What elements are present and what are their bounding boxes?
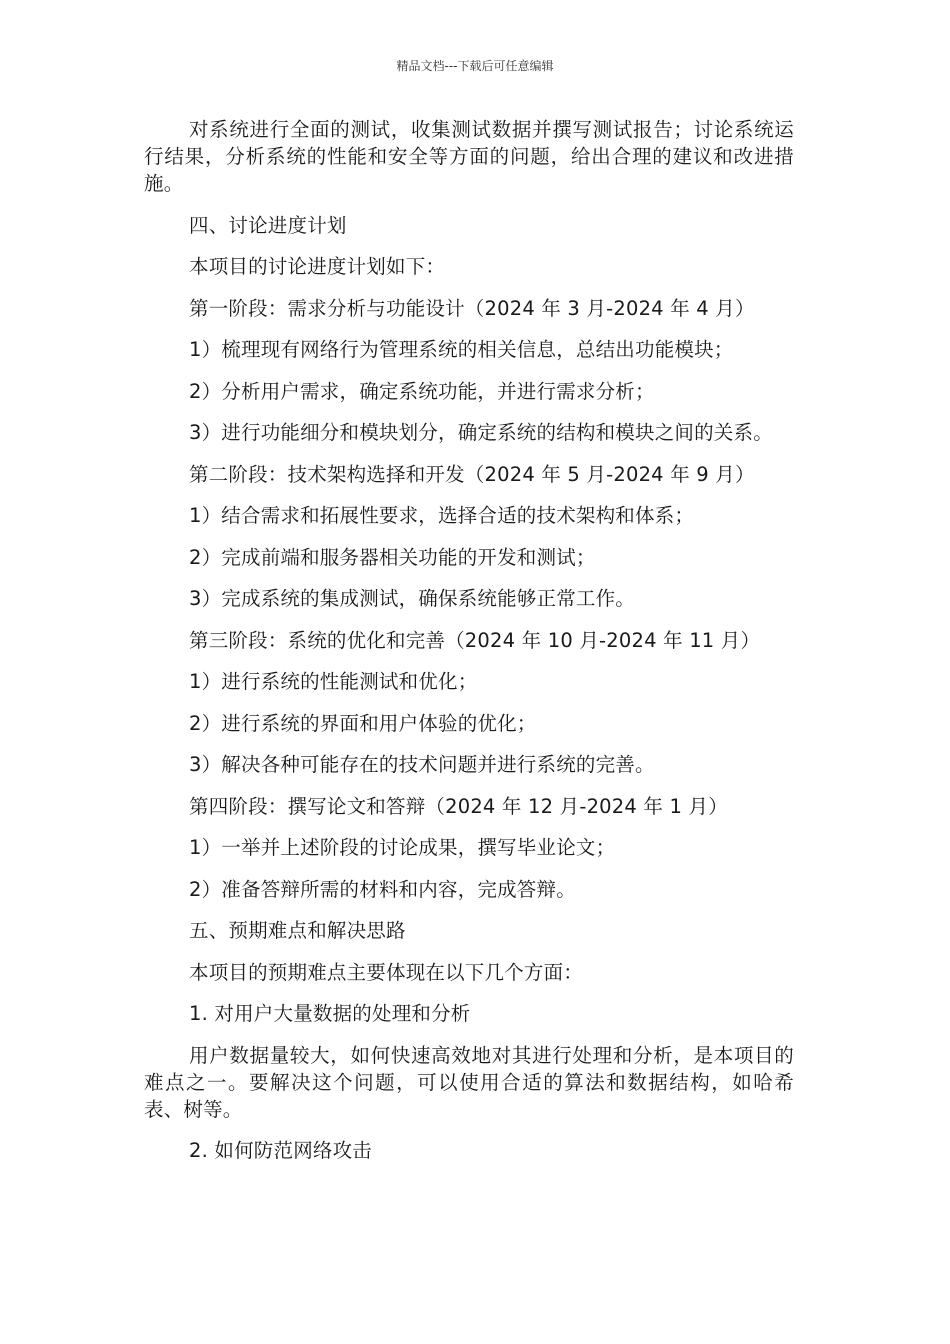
phase-4-title: 第四阶段：撰写论文和答辩（2024 年 12 月-2024 年 1 月） — [189, 794, 728, 818]
phase-4-item: 2）准备答辩所需的材料和内容，完成答辩。 — [189, 877, 576, 901]
difficulty-2-title: 2. 如何防范网络攻击 — [189, 1139, 373, 1162]
phase-4-item: 1）一举并上述阶段的讨论成果，撰写毕业论文； — [189, 836, 616, 859]
schedule-intro: 本项目的讨论进度计划如下： — [189, 255, 446, 278]
phase-3-item: 1）进行系统的性能测试和优化； — [189, 670, 478, 693]
difficulty-1-body: 用户数据量较大，如何快速高效地对其进行处理和分析，是本项目的难点之一。要解决这个问题，可以使用合适的算法和数据结构，如哈希表、树等。 — [144, 1043, 794, 1121]
phase-1-item: 3）进行功能细分和模块划分，确定系统的结构和模块之间的关系。 — [189, 421, 773, 444]
section-heading-schedule: 四、讨论进度计划 — [189, 213, 347, 237]
phase-2-item: 1）结合需求和拓展性要求，选择合适的技术架构和体系； — [189, 504, 695, 527]
document-body — [144, 116, 794, 1179]
phase-1-item: 2）分析用户需求，确定系统功能，并进行需求分析； — [189, 379, 655, 403]
phase-3-item: 3）解决各种可能存在的技术问题并进行系统的完善。 — [189, 753, 655, 776]
difficulty-1-title: 1. 对用户大量数据的处理和分析 — [189, 1002, 471, 1025]
phase-3-title: 第三阶段：系统的优化和完善（2024 年 10 月-2024 年 11 月） — [189, 628, 761, 652]
phase-1-item: 1）梳理现有网络行为管理系统的相关信息，总结出功能模块； — [189, 338, 734, 361]
page-header: 精品文档---下载后可任意编辑 — [396, 59, 554, 73]
difficulties-intro: 本项目的预期难点主要体现在以下几个方面： — [189, 960, 584, 984]
phase-2-item: 3）完成系统的集成测试，确保系统能够正常工作。 — [189, 587, 636, 610]
paragraph-testing: 对系统进行全面的测试，收集测试数据并撰写测试报告；讨论系统运行结果，分析系统的性能和安全等方面的问题，给出合理的建议和改进措施。 — [144, 118, 794, 195]
phase-1-title: 第一阶段：需求分析与功能设计（2024 年 3 月-2024 年 4 月） — [189, 296, 755, 320]
phase-2-item: 2）完成前端和服务器相关功能的开发和测试； — [189, 545, 596, 569]
phase-3-item: 2）进行系统的界面和用户体验的优化； — [189, 711, 537, 735]
section-heading-difficulties: 五、预期难点和解决思路 — [189, 919, 406, 942]
phase-2-title: 第二阶段：技术架构选择和开发（2024 年 5 月-2024 年 9 月） — [189, 462, 755, 486]
